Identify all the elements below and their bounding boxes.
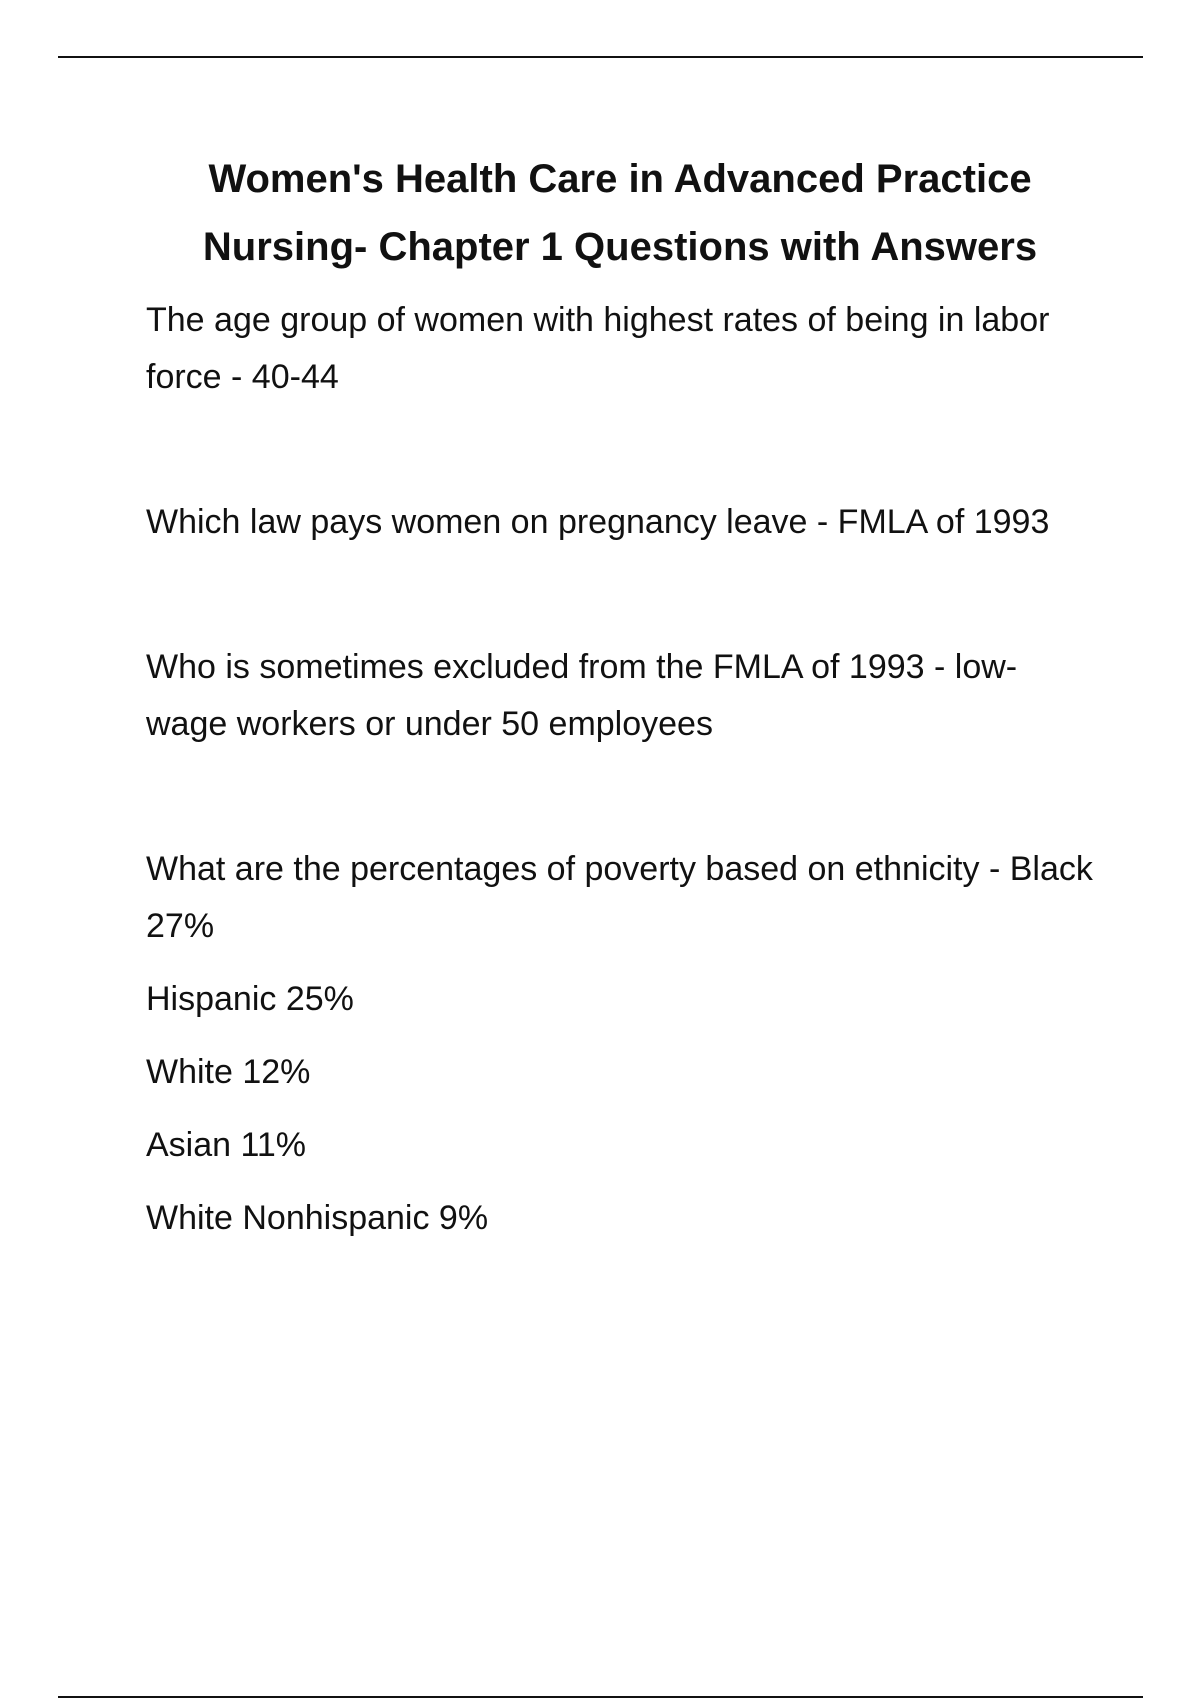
- poverty-line-white: White 12%: [146, 1053, 311, 1091]
- qa-item-fmla-exclusions: Who is sometimes excluded from the FMLA of 1993 - low-wage workers or under 50 employees: [146, 648, 1018, 743]
- qa-item-pregnancy-leave-law: Which law pays women on pregnancy leave - FMLA of 1993: [146, 503, 1050, 541]
- poverty-line-asian: Asian 11%: [146, 1126, 307, 1164]
- page-title: [140, 145, 1100, 281]
- poverty-line-hispanic: Hispanic 25%: [146, 980, 354, 1018]
- poverty-question: What are the percentages of poverty based on ethnicity - Black 27%: [146, 850, 1093, 945]
- qa-item-age-group: The age group of women with highest rates of being in labor force - 40-44: [146, 301, 1050, 396]
- top-divider: [58, 56, 1143, 58]
- bottom-divider: [58, 1696, 1143, 1698]
- document-body: [146, 292, 1096, 1247]
- title-line-2: Nursing- Chapter 1 Questions with Answers: [202, 225, 1038, 269]
- qa-item-poverty-ethnicity: [146, 841, 1096, 1247]
- poverty-line-white-nonhispanic: White Nonhispanic 9%: [146, 1199, 489, 1237]
- title-line-1: Women's Health Care in Advanced Practice: [208, 157, 1032, 201]
